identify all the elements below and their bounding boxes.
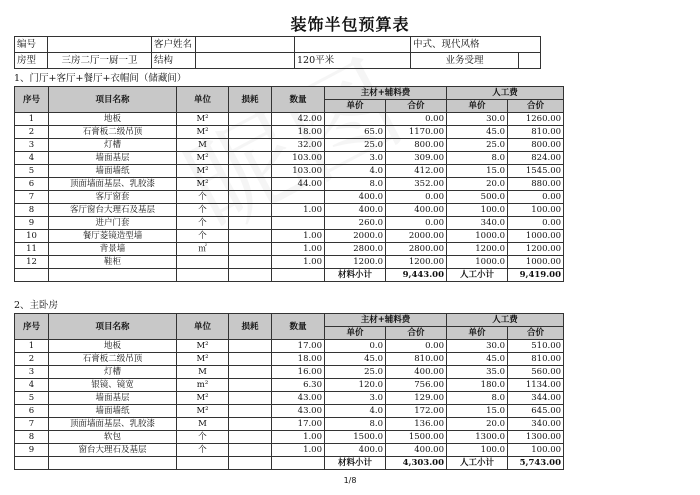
cell-loss [229,243,272,256]
table-row [15,152,564,165]
cell-seq: 1 [15,113,49,126]
cell-qty: 1.00 [272,243,325,256]
cell-item: 地板 [49,340,177,353]
cell-material-unit-price: 25.0 [325,139,386,152]
cell-material-total: 0.00 [386,217,447,230]
blank-cell [519,53,541,69]
cell-unit: M² [177,165,229,178]
number-value [48,37,152,53]
material-subtotal-label: 材料小计 [325,269,386,282]
cell-item: 进户门套 [49,217,177,230]
header-qty: 数量 [272,314,325,340]
labor-subtotal-value: 9,419.00 [508,269,564,282]
subtotal-row [15,269,564,282]
structure-value [196,53,295,69]
table-row [15,243,564,256]
cell-item: 墙面基层 [49,152,177,165]
cell-unit: 个 [177,444,229,457]
cell-material-total: 0.00 [386,113,447,126]
cell-labor-unit-price: 1000.0 [447,256,508,269]
cell-material-total: 172.00 [386,405,447,418]
cell-material-unit-price: 25.0 [325,366,386,379]
header-material-total: 合价 [386,327,447,340]
cell-material-total: 400.00 [386,444,447,457]
cell-seq: 2 [15,353,49,366]
cell-labor-total: 824.00 [508,152,564,165]
material-subtotal-label: 材料小计 [325,457,386,470]
header-labor-unit-price: 单价 [447,327,508,340]
header-labor: 人工费 [447,314,564,327]
table-row [15,178,564,191]
cell-unit: M [177,139,229,152]
cell-qty: 103.00 [272,165,325,178]
table-row [15,379,564,392]
blank-cell [15,269,49,282]
header-material-unit-price: 单价 [325,327,386,340]
cell-labor-unit-price: 35.0 [447,366,508,379]
cell-material-unit-price: 400.0 [325,444,386,457]
cell-qty: 17.00 [272,340,325,353]
header-loss: 损耗 [229,87,272,113]
cell-unit: 个 [177,217,229,230]
cell-qty: 103.00 [272,152,325,165]
page-number: 1/8 [343,476,357,485]
cell-labor-unit-price: 30.0 [447,340,508,353]
cell-unit: M² [177,126,229,139]
header-loss: 损耗 [229,314,272,340]
cell-labor-unit-price: 45.0 [447,353,508,366]
cell-labor-total: 880.00 [508,178,564,191]
cell-loss [229,366,272,379]
cell-material-unit-price: 3.0 [325,392,386,405]
cell-labor-unit-price: 1000.0 [447,230,508,243]
cell-item: 窗台大理石及基层 [49,444,177,457]
cell-loss [229,340,272,353]
cell-qty: 43.00 [272,392,325,405]
header-qty: 数量 [272,87,325,113]
header-labor-unit-price: 单价 [447,100,508,113]
cell-labor-total: 645.00 [508,405,564,418]
cell-loss [229,431,272,444]
label-customer-name: 客户姓名 [152,37,196,53]
cell-qty: 1.00 [272,256,325,269]
cell-item: 客厅窗套 [49,191,177,204]
cell-loss [229,152,272,165]
cell-labor-unit-price: 340.0 [447,217,508,230]
cell-labor-total: 1000.00 [508,256,564,269]
style-value: 中式、现代风格 [411,37,541,53]
cell-qty: 16.00 [272,366,325,379]
cell-material-unit-price: 120.0 [325,379,386,392]
labor-subtotal-label: 人工小计 [447,457,508,470]
cell-loss [229,418,272,431]
cell-labor-total: 1200.00 [508,243,564,256]
cell-material-unit-price: 1500.0 [325,431,386,444]
cell-item: 灯槽 [49,366,177,379]
cell-material-unit-price: 400.0 [325,204,386,217]
cell-item: 墙面基层 [49,392,177,405]
cell-labor-total: 800.00 [508,139,564,152]
cell-seq: 3 [15,139,49,152]
cell-seq: 9 [15,444,49,457]
cell-unit: M² [177,340,229,353]
cell-seq: 6 [15,405,49,418]
page-title: 装饰半包预算表 [290,15,410,34]
cell-unit: 个 [177,204,229,217]
cell-material-unit-price: 0.0 [325,340,386,353]
cell-seq: 1 [15,340,49,353]
header-labor-total: 合价 [508,100,564,113]
blank-cell [229,269,272,282]
header-seq: 序号 [15,314,49,340]
cell-loss [229,353,272,366]
cell-qty: 1.00 [272,204,325,217]
cell-material-total: 1200.00 [386,256,447,269]
cell-item: 餐厅菱镜造型墙 [49,230,177,243]
table-row [15,256,564,269]
department-value: 业务受理 [411,53,519,69]
cell-item: 石膏板二级吊顶 [49,126,177,139]
cell-labor-unit-price: 180.0 [447,379,508,392]
cell-qty [272,217,325,230]
cell-material-unit-price: 4.0 [325,165,386,178]
cell-seq: 7 [15,418,49,431]
cell-item: 墙面墙纸 [49,165,177,178]
header-material-unit-price: 单价 [325,100,386,113]
header-material-total: 合价 [386,100,447,113]
cell-loss [229,405,272,418]
cell-labor-total: 0.00 [508,217,564,230]
cell-labor-total: 1000.00 [508,230,564,243]
cell-labor-unit-price: 15.0 [447,405,508,418]
table-row [15,392,564,405]
cell-seq: 4 [15,152,49,165]
blank-cell [272,269,325,282]
cell-seq: 10 [15,230,49,243]
cell-material-unit-price: 4.0 [325,405,386,418]
cell-labor-total: 1134.00 [508,379,564,392]
cell-labor-total: 100.00 [508,204,564,217]
cell-seq: 8 [15,431,49,444]
cell-seq: 3 [15,366,49,379]
cell-material-total: 0.00 [386,191,447,204]
cell-seq: 6 [15,178,49,191]
cell-labor-unit-price: 8.0 [447,392,508,405]
header-row [15,314,564,327]
cell-material-total: 400.00 [386,366,447,379]
cell-seq: 7 [15,191,49,204]
cell-labor-unit-price: 20.0 [447,178,508,191]
header-labor-total: 合价 [508,327,564,340]
cell-seq: 4 [15,379,49,392]
cell-unit: M² [177,353,229,366]
cell-material-total: 2800.00 [386,243,447,256]
cell-material-total: 1500.00 [386,431,447,444]
label-room-type: 房型 [15,53,48,69]
cell-labor-total: 560.00 [508,366,564,379]
cell-item: 鞋柜 [49,256,177,269]
blank-cell [177,269,229,282]
cell-item: 石膏板二级吊顶 [49,353,177,366]
cell-labor-total: 1545.00 [508,165,564,178]
blank-cell [177,457,229,470]
cell-material-total: 0.00 [386,340,447,353]
cell-seq: 12 [15,256,49,269]
cell-qty: 44.00 [272,178,325,191]
cell-material-total: 2000.00 [386,230,447,243]
cell-labor-total: 0.00 [508,191,564,204]
info-table [14,36,541,69]
cell-item: 墙面墙纸 [49,405,177,418]
cell-qty: 18.00 [272,126,325,139]
cell-seq: 8 [15,204,49,217]
header-unit: 单位 [177,314,229,340]
table-row [15,191,564,204]
cell-labor-total: 1260.00 [508,113,564,126]
cell-material-unit-price: 2000.0 [325,230,386,243]
cell-material-total: 309.00 [386,152,447,165]
cell-material-total: 412.00 [386,165,447,178]
cell-loss [229,230,272,243]
cell-seq: 5 [15,392,49,405]
info-row [15,53,541,69]
cell-loss [229,204,272,217]
cell-material-unit-price: 1200.0 [325,256,386,269]
cell-material-unit-price: 8.0 [325,418,386,431]
cell-labor-unit-price: 100.0 [447,204,508,217]
cell-labor-unit-price: 45.0 [447,126,508,139]
cell-qty: 17.00 [272,418,325,431]
budget-table-section-2 [14,313,564,470]
header-item: 项目名称 [49,87,177,113]
cell-unit: ㎡ [177,243,229,256]
cell-loss [229,217,272,230]
table-row [15,204,564,217]
cell-item: 顶面墙面基层、乳胶漆 [49,178,177,191]
cell-labor-unit-price: 15.0 [447,165,508,178]
info-row [15,37,541,53]
cell-loss [229,256,272,269]
table-row [15,217,564,230]
header-row [15,87,564,100]
table-row [15,353,564,366]
cell-material-unit-price [325,113,386,126]
header-item: 项目名称 [49,314,177,340]
customer-name-value [196,37,295,53]
cell-seq: 9 [15,217,49,230]
cell-loss [229,191,272,204]
cell-item: 灯槽 [49,139,177,152]
table-row [15,340,564,353]
area-value: 120平米 [295,53,411,69]
cell-item: 顶面墙面基层、乳胶漆 [49,418,177,431]
blank-cell [49,269,177,282]
table-row [15,139,564,152]
table-row [15,431,564,444]
table-row [15,126,564,139]
cell-unit: 个 [177,230,229,243]
table-row [15,444,564,457]
cell-labor-total: 510.00 [508,340,564,353]
cell-labor-unit-price: 1200.0 [447,243,508,256]
cell-labor-unit-price: 25.0 [447,139,508,152]
cell-unit: m² [177,379,229,392]
cell-material-unit-price: 8.0 [325,178,386,191]
cell-labor-unit-price: 500.0 [447,191,508,204]
table-row [15,230,564,243]
cell-loss [229,178,272,191]
cell-qty: 1.00 [272,431,325,444]
cell-labor-total: 340.00 [508,418,564,431]
header-seq: 序号 [15,87,49,113]
cell-qty [272,191,325,204]
cell-item: 地板 [49,113,177,126]
cell-unit: M² [177,405,229,418]
cell-qty: 43.00 [272,405,325,418]
budget-table-section-1 [14,86,564,282]
cell-qty: 42.00 [272,113,325,126]
cell-labor-total: 810.00 [508,353,564,366]
header-material: 主材+辅料费 [325,314,447,327]
cell-material-unit-price: 45.0 [325,353,386,366]
cell-material-total: 756.00 [386,379,447,392]
cell-item: 软包 [49,431,177,444]
header-material: 主材+辅料费 [325,87,447,100]
cell-material-total: 800.00 [386,139,447,152]
blank-cell [229,457,272,470]
blank-cell [15,457,49,470]
cell-labor-total: 100.00 [508,444,564,457]
section-title: 1、门厅+客厅+餐厅+衣帽间（储藏间） [14,73,187,84]
cell-qty: 6.30 [272,379,325,392]
cell-labor-total: 1300.00 [508,431,564,444]
room-type-value: 三房二厅一厨一卫 [48,53,152,69]
cell-labor-unit-price: 20.0 [447,418,508,431]
blank-cell [49,457,177,470]
cell-labor-unit-price: 100.0 [447,444,508,457]
cell-material-total: 810.00 [386,353,447,366]
cell-loss [229,165,272,178]
cell-item: 背景墙 [49,243,177,256]
cell-material-unit-price: 3.0 [325,152,386,165]
blank-cell [272,457,325,470]
cell-labor-total: 810.00 [508,126,564,139]
cell-qty: 32.00 [272,139,325,152]
table-row [15,366,564,379]
cell-material-unit-price: 65.0 [325,126,386,139]
cell-loss [229,113,272,126]
cell-unit: M² [177,392,229,405]
cell-seq: 11 [15,243,49,256]
section-title: 2、主卧房 [14,300,59,311]
cell-qty: 1.00 [272,230,325,243]
table-row [15,405,564,418]
cell-item: 客厅窗台大理石及基层 [49,204,177,217]
cell-loss [229,126,272,139]
cell-material-total: 136.00 [386,418,447,431]
cell-unit [177,256,229,269]
label-number: 编号 [15,37,48,53]
label-structure: 结构 [152,53,196,69]
cell-unit: M² [177,113,229,126]
cell-material-total: 129.00 [386,392,447,405]
table-row [15,113,564,126]
cell-material-total: 352.00 [386,178,447,191]
cell-item: 银镜、镜宽 [49,379,177,392]
cell-labor-total: 344.00 [508,392,564,405]
material-subtotal-value: 9,443.00 [386,269,447,282]
material-subtotal-value: 4,303.00 [386,457,447,470]
cell-labor-unit-price: 8.0 [447,152,508,165]
header-labor: 人工费 [447,87,564,100]
labor-subtotal-value: 5,743.00 [508,457,564,470]
subtotal-row [15,457,564,470]
cell-unit: M² [177,178,229,191]
table-row [15,165,564,178]
cell-qty: 1.00 [272,444,325,457]
blank-cell [295,37,411,53]
cell-material-unit-price: 2800.0 [325,243,386,256]
cell-material-unit-price: 400.0 [325,191,386,204]
cell-unit: M [177,418,229,431]
cell-labor-unit-price: 1300.0 [447,431,508,444]
table-row [15,418,564,431]
header-unit: 单位 [177,87,229,113]
cell-material-total: 400.00 [386,204,447,217]
cell-unit: M [177,366,229,379]
labor-subtotal-label: 人工小计 [447,269,508,282]
cell-loss [229,444,272,457]
cell-seq: 2 [15,126,49,139]
cell-material-total: 1170.00 [386,126,447,139]
cell-loss [229,139,272,152]
cell-labor-unit-price: 30.0 [447,113,508,126]
cell-material-unit-price: 260.0 [325,217,386,230]
cell-loss [229,392,272,405]
cell-unit: M² [177,152,229,165]
cell-qty: 18.00 [272,353,325,366]
cell-loss [229,379,272,392]
cell-unit: 个 [177,431,229,444]
cell-unit: 个 [177,191,229,204]
cell-seq: 5 [15,165,49,178]
